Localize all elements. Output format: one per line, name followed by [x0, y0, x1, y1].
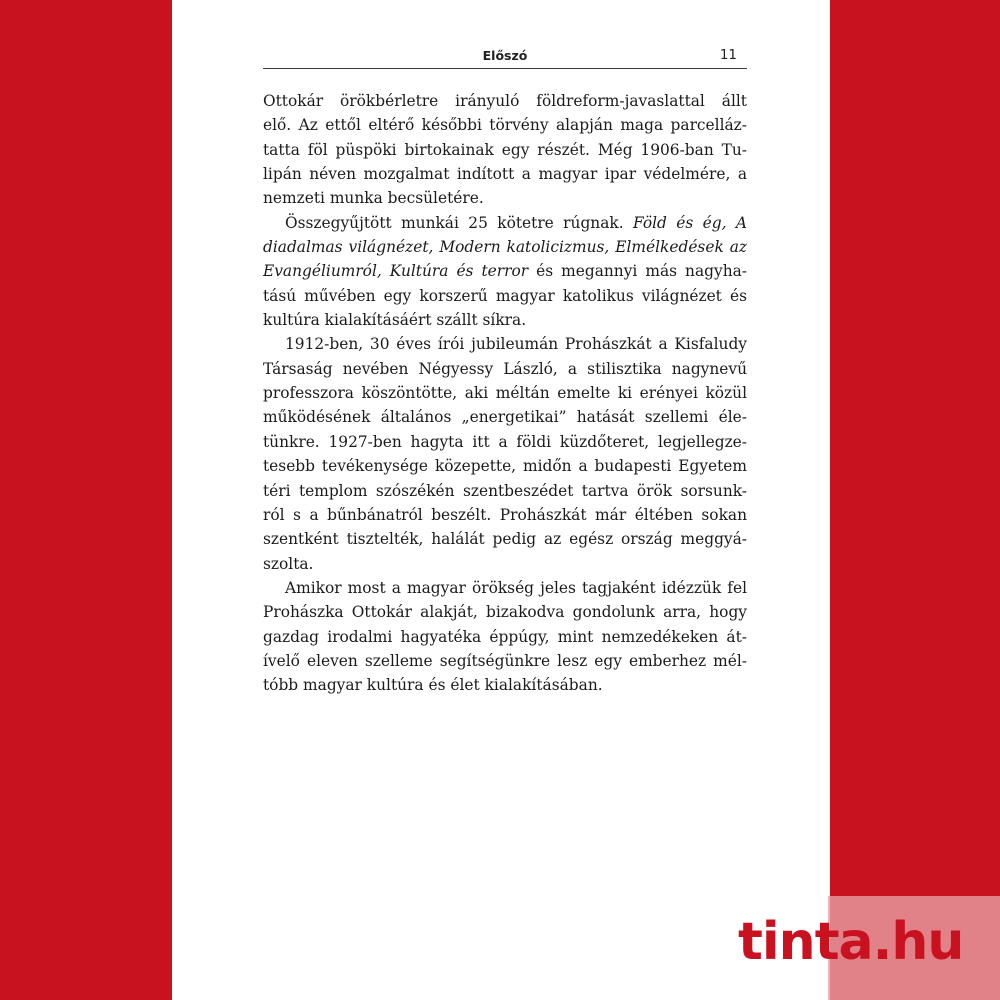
text-line: működésének általános „energetikai” hatását szellemi éle-: [263, 408, 747, 427]
text-line: Prohászka Ottokár alakját, bizakodva gondolunk arra, hogy: [263, 603, 747, 622]
text-line: tatta föl püspöki birtokainak egy részét. Még 1906-ban Tu-: [263, 140, 747, 159]
text-line: téri templom szószékén szentbeszédet tartva örök sorsunk-: [263, 481, 747, 500]
text-line: lipán néven mozgalmat indított a magyar ipar védelmére, a: [263, 165, 747, 184]
text-line: [263, 259, 747, 283]
paragraph-2: [263, 211, 747, 333]
running-header: [263, 46, 747, 69]
chapter-title: Előszó: [482, 48, 528, 63]
paragraph-4: [263, 576, 747, 698]
text-line: tású művében egy korszerű magyar katolikus világnézet és: [263, 286, 747, 305]
text-line: 1912-ben, 30 éves írói jubileumán Prohászkát a Kisfaludy: [285, 335, 747, 354]
italic-title-run: Föld és ég, A: [632, 213, 747, 232]
text-line: nemzeti munka becsületére.: [263, 189, 484, 208]
paragraph-1: [263, 89, 747, 211]
text-line: tünkre. 1927-ben hagyta itt a földi küzdőteret, legjellegze-: [263, 432, 747, 451]
italic-title-run: Evangéliumról, Kultúra és terror: [263, 262, 529, 281]
text-line: [263, 211, 747, 235]
text-line: szolta.: [263, 554, 314, 573]
text-line: Társaság nevében Négyessy László, a stilisztika nagynevű: [263, 359, 747, 378]
body-text: [263, 89, 747, 698]
text-line: tesebb tevékenysége közepette, midőn a budapesti Egyetem: [263, 457, 747, 476]
text-line: tóbb magyar kultúra és élet kialakításában.: [263, 676, 603, 695]
text-run: és megannyi más nagyha-: [528, 262, 747, 281]
text-line: elő. Az ettől eltérő későbbi törvény alapján maga parcelláz-: [263, 116, 747, 135]
text-line: szentként tisztelték, halálát pedig az egész ország meggyá-: [263, 530, 747, 549]
text-line: ívelő eleven szelleme segítségünkre lesz egy emberhez mél-: [263, 651, 747, 670]
text-line: kultúra kialakításáért szállt síkra.: [263, 311, 527, 330]
text-line: professzora köszöntötte, aki méltán emelte ki erényei közül: [263, 384, 747, 403]
book-page: [172, 0, 830, 1000]
watermark-logo: tinta.hu: [738, 912, 964, 972]
text-line: ról s a bűnbánatról beszélt. Prohászkát már éltében sokan: [263, 505, 747, 524]
text-line: Ottokár örökbérletre irányuló földreform-javaslattal állt: [263, 92, 747, 110]
text-line: gazdag irodalmi hagyatéka éppúgy, mint nemzedékeken át-: [263, 627, 747, 646]
italic-title-line: diadalmas világnézet, Modern katolicizmus, Elmélkedések az: [263, 238, 747, 257]
page-number: 11: [719, 47, 737, 63]
paragraph-3: [263, 332, 747, 575]
text-line: Amikor most a magyar örökség jeles tagjaként idézzük fel: [285, 578, 747, 597]
text-run: Összegyűjtött munkái 25 kötetre rúgnak.: [285, 213, 633, 232]
